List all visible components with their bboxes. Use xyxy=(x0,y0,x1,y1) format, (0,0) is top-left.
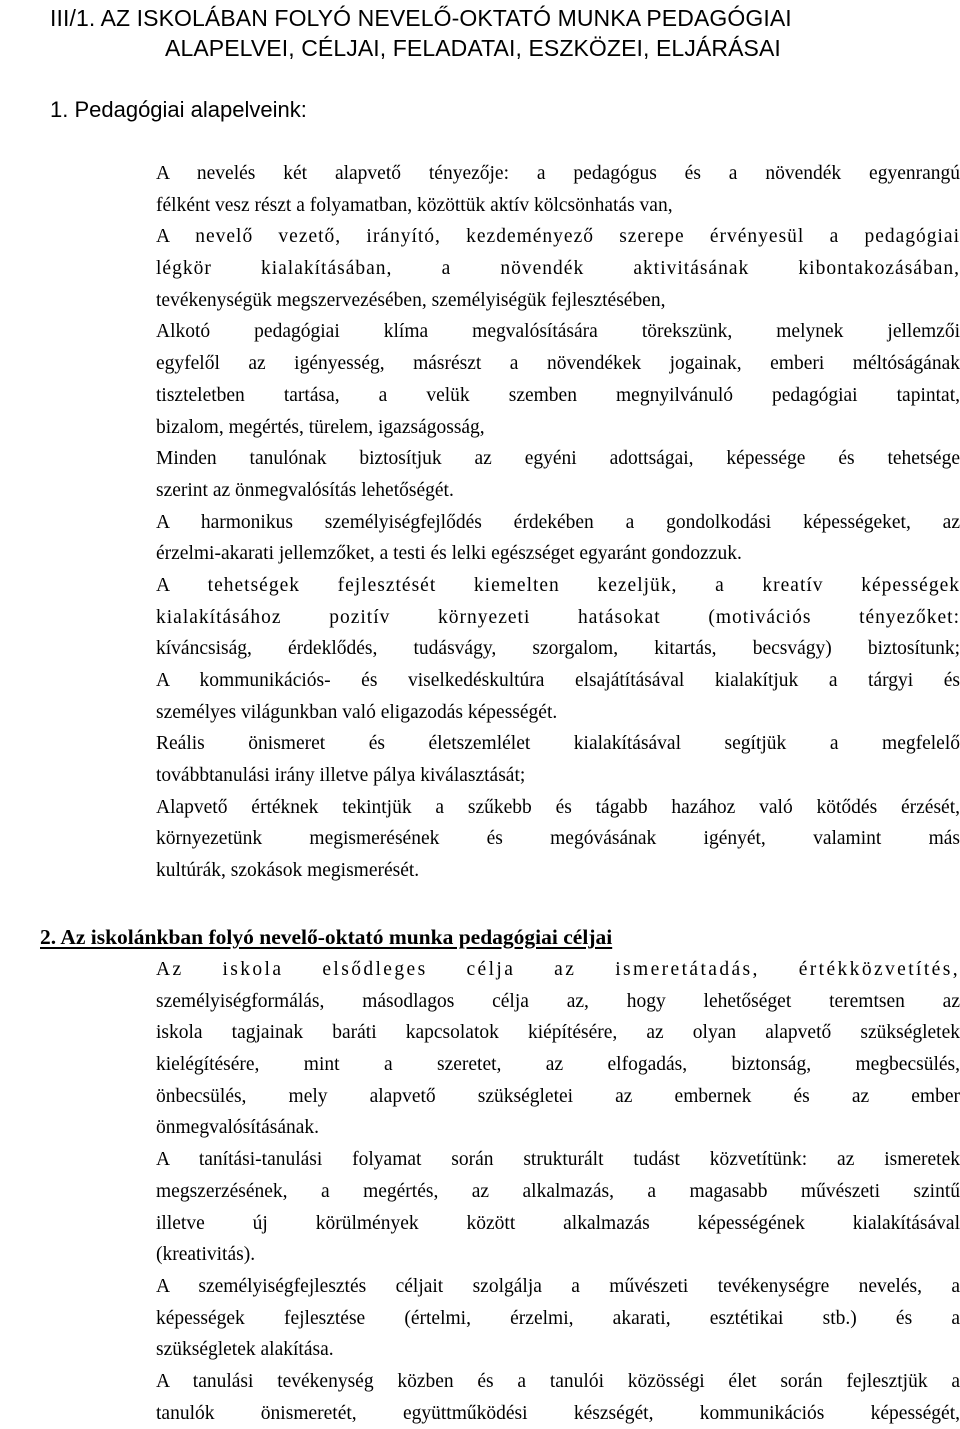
section-1-line: Alkotó pedagógiai klíma megvalósítására törekszünk, melynek jellemzői xyxy=(156,321,960,343)
section-1-line: Alapvető értéknek tekintjük a szűkebb és tágabb hazához való kötődés érzését, xyxy=(156,796,960,818)
document-title-line-1: III/1. AZ ISKOLÁBAN FOLYÓ NEVELŐ-OKTATÓ MUNKA PEDAGÓGIAI xyxy=(50,5,792,31)
section-2-line: képességek fejlesztése (értelmi, érzelmi, akarati, esztétikai stb.) és a xyxy=(156,1307,960,1329)
section-2-line: illetve új körülmények között alkalmazás képességének kialakításával xyxy=(156,1212,960,1234)
section-1-line: Minden tanulónak biztosítjuk az egyéni adottságai, képessége és tehetsége xyxy=(156,448,960,470)
section-1-body xyxy=(156,158,960,887)
section-1-line: bizalom, megértés, türelem, igazságosság, xyxy=(156,416,485,438)
section-1-line: egyfelől az igényesség, másrészt a növendékek jogainak, emberi méltóságának xyxy=(156,353,960,375)
section-1-line: személyes világunkban való eligazodás képességét. xyxy=(156,701,558,723)
section-1-line: tevékenységük megszervezésében, személyiségük fejlesztésében, xyxy=(156,289,666,311)
section-1-line: A harmonikus személyiségfejlődés érdekében a gondolkodási képességeket, az xyxy=(156,511,960,533)
section-2-line: tanulók önismeretét, együttműködési készségét, kommunikációs képességét, xyxy=(156,1402,960,1424)
section-1-line: A nevelés két alapvető tényezője: a pedagógus és a növendék egyenrangú xyxy=(156,163,960,184)
section-1-line: kialakításához pozitív környezeti hatásokat (motivációs tényezőket: xyxy=(156,606,960,628)
section-1-line: továbbtanulási irány illetve pálya kiválasztását; xyxy=(156,765,526,787)
section-2-heading: 2. Az iskolánkban folyó nevelő-oktató munka pedagógiai céljai xyxy=(40,925,613,949)
section-2-line: (kreativitás). xyxy=(156,1244,256,1266)
document-title-line-2: ALAPELVEI, CÉLJAI, FELADATAI, ESZKÖZEI, ELJÁRÁSAI xyxy=(165,35,781,61)
section-2-line: iskola tagjainak baráti kapcsolatok kiépítésére, az olyan alapvető szükségletek xyxy=(156,1022,960,1044)
section-2-line: A tanulási tevékenység közben és a tanulói közösségi élet során fejlesztjük a xyxy=(156,1370,960,1392)
section-2-line: A személyiségfejlesztés céljait szolgálja a művészeti tevékenységre nevelés, a xyxy=(156,1275,960,1297)
section-1-line: légkör kialakításában, a növendék aktivitásának kibontakozásában, xyxy=(156,258,960,280)
section-2-line: önbecsülés, mely alapvető szükségletei az embernek és az ember xyxy=(156,1085,960,1107)
section-1-line: érzelmi-akarati jellemzőket, a testi és lelki egészséget egyaránt gondozzuk. xyxy=(156,543,742,565)
section-2-line: önmegvalósításának. xyxy=(156,1117,319,1139)
section-2-line: személyiségformálás, másodlagos célja az, hogy lehetőséget teremtsen az xyxy=(156,990,960,1012)
section-2-line: Az iskola elsődleges célja az ismeretátadás, értékközvetítés, xyxy=(156,959,960,980)
section-1-line: A nevelő vezető, irányító, kezdeményező szerepe érvényesül a pedagógiai xyxy=(156,226,960,248)
section-2-line: megszerzésének, a megértés, az alkalmazás, a magasabb művészeti szintű xyxy=(156,1180,960,1202)
section-2-line: szükségletek alakítása. xyxy=(156,1339,334,1361)
section-1-line: tiszteletben tartása, a velük szemben megnyilvánuló pedagógiai tapintat, xyxy=(156,384,960,406)
section-1-line: félként vesz részt a folyamatban, közöttük aktív kölcsönhatás van, xyxy=(156,194,673,216)
section-1-line: Reális önismeret és életszemlélet kialakításával segítjük a megfelelő xyxy=(156,733,960,755)
section-1-line: A tehetségek fejlesztését kiemelten kezeljük, a kreatív képességek xyxy=(156,574,960,596)
section-1-line: szerint az önmegvalósítás lehetőségét. xyxy=(156,479,454,501)
section-1-line: kultúrák, szokások megismerését. xyxy=(156,860,420,882)
section-1-heading: 1. Pedagógiai alapelveink: xyxy=(50,97,307,122)
section-1-line: A kommunikációs- és viselkedéskultúra elsajátításával kialakítjuk a tárgyi és xyxy=(156,670,960,691)
document-title xyxy=(50,3,930,63)
section-1-line: környezetünk megismerésének és megóvásának igényét, valamint más xyxy=(156,828,960,850)
section-2-line: kielégítésére, mint a szeretet, az elfogadás, biztonság, megbecsülés, xyxy=(156,1054,960,1076)
section-1-line: kíváncsiság, érdeklődés, tudásvágy, szorgalom, kitartás, becsvágy) biztosítunk; xyxy=(156,638,960,660)
section-2-line: A tanítási-tanulási folyamat során strukturált tudást közvetítünk: az ismeretek xyxy=(156,1149,960,1171)
section-2-body xyxy=(156,954,960,1429)
